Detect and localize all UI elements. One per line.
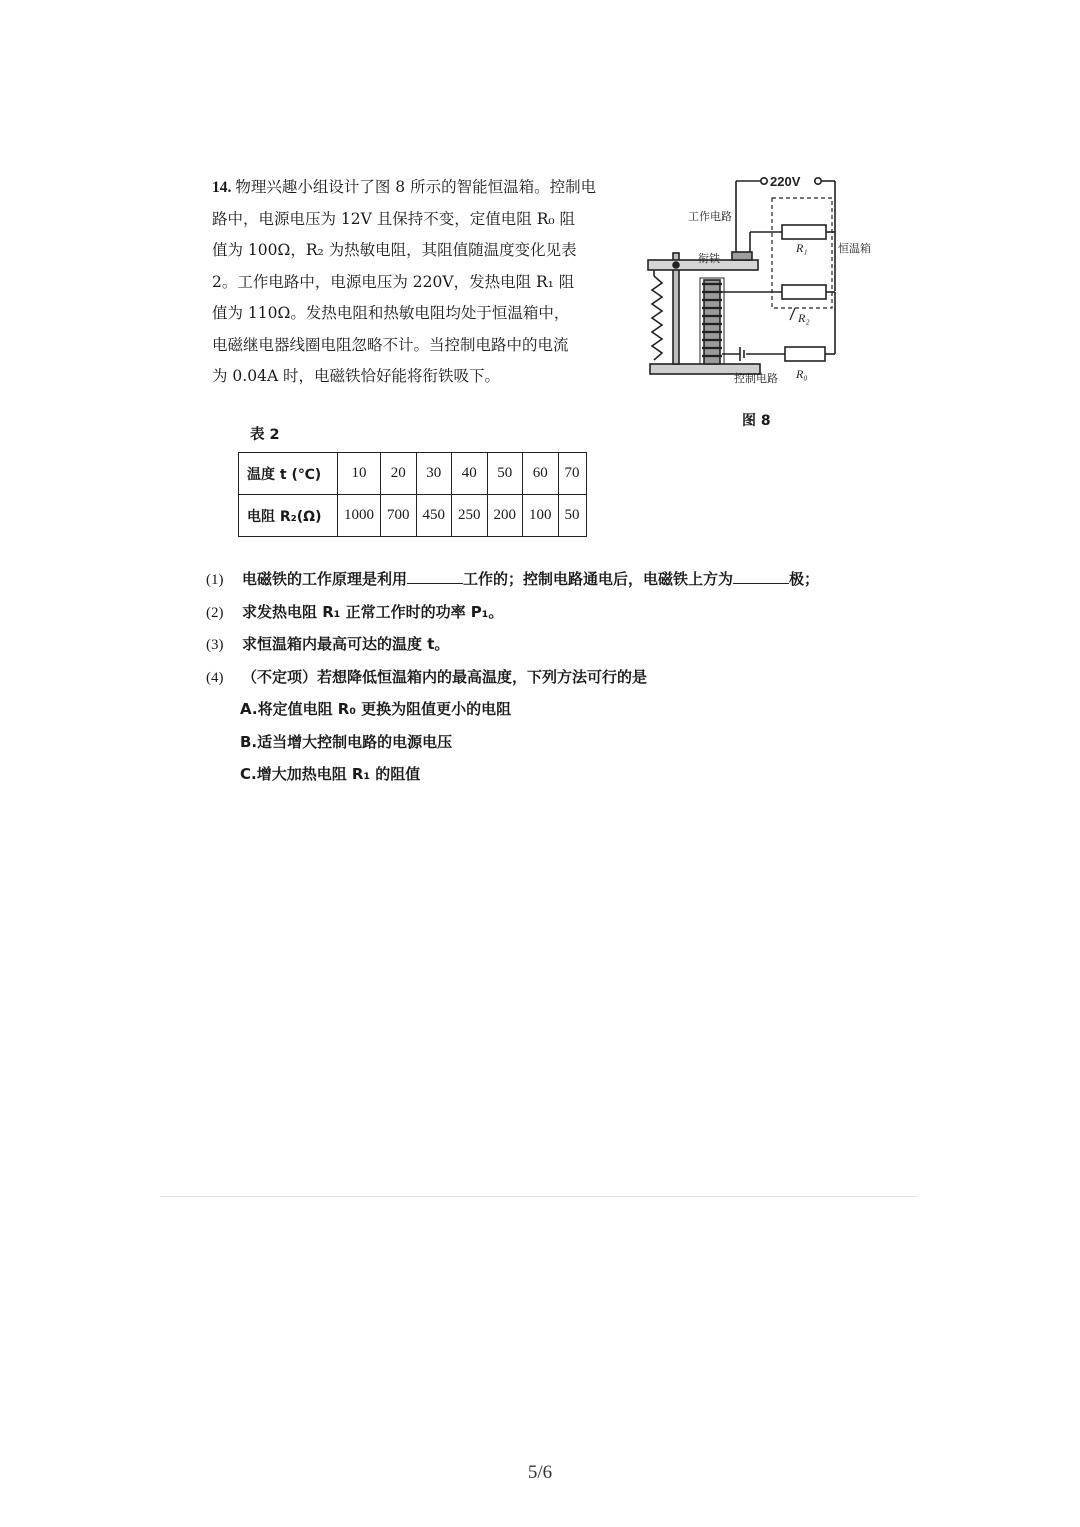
r0-label: R₀ xyxy=(796,367,808,381)
problem-number: 14. xyxy=(212,179,232,196)
option-c: C.增大加热电阻 R₁ 的阻值 xyxy=(240,765,421,783)
answer-blank-2[interactable] xyxy=(733,569,789,584)
r1-label: R₁ xyxy=(796,241,808,255)
table-cell: 250 xyxy=(452,495,488,537)
question-4: (4) （不定项）若想降低恒温箱内的最高温度，下列方法可行的是 xyxy=(206,667,648,686)
circuit-diagram xyxy=(640,168,890,398)
table-cell: 1000 xyxy=(338,495,381,537)
problem-statement xyxy=(212,172,632,393)
problem-line-4: 2。工作电路中，电源电压为 220V，发热电阻 R₁ 阻 xyxy=(212,272,575,291)
table-cell: 30 xyxy=(416,453,452,495)
problem-line-3: 值为 100Ω，R₂ 为热敏电阻，其阻值随温度变化见表 xyxy=(212,241,577,259)
problem-line-6: 电磁继电器线圈电阻忽略不计。当控制电路中的电流 xyxy=(212,335,569,354)
problem-line-1: 14. 物理兴趣小组设计了图 8 所示的智能恒温箱。控制电 xyxy=(212,178,597,196)
table-caption: 表 2 xyxy=(250,427,280,443)
question-list xyxy=(206,563,896,791)
voltage-label: 220V xyxy=(770,174,801,189)
question-1: (1) 电磁铁的工作原理是利用 工作的；控制电路通电后，电磁铁上方为 极； xyxy=(206,570,820,588)
table-cell: 700 xyxy=(381,495,417,537)
table-row xyxy=(239,495,587,537)
table-cell: 450 xyxy=(416,495,452,537)
question-3: (3) 求恒温箱内最高可达的温度 t。 xyxy=(206,635,450,653)
table-header-temperature: 温度 t (℃) xyxy=(239,453,338,495)
temperature-resistance-table xyxy=(238,452,587,537)
page-number: 5/6 xyxy=(527,1462,553,1483)
table-cell: 100 xyxy=(523,495,559,537)
table-cell: 50 xyxy=(558,495,586,537)
work-circuit-label: 工作电路 xyxy=(688,210,732,223)
page-divider xyxy=(160,1196,917,1197)
circuit-diagram-figure xyxy=(640,168,890,438)
table-cell: 40 xyxy=(452,453,488,495)
figure-caption: 图 8 xyxy=(742,413,771,429)
table-row xyxy=(239,453,587,495)
problem-line-2: 路中，电源电压为 12V 且保持不变，定值电阻 R₀ 阻 xyxy=(212,209,576,228)
thermostat-box-label: 恒温箱 xyxy=(838,242,871,255)
problem-line-5: 值为 110Ω。发热电阻和热敏电阻均处于恒温箱中， xyxy=(212,304,570,322)
armature-label: 衔铁 xyxy=(698,252,720,265)
r2-label: R₂ xyxy=(798,311,810,325)
answer-blank-1[interactable] xyxy=(407,569,463,584)
option-b: B.适当增大控制电路的电源电压 xyxy=(240,732,453,751)
table-cell: 10 xyxy=(338,453,381,495)
table-cell: 200 xyxy=(487,495,523,537)
option-a: A.将定值电阻 R₀ 更换为阻值更小的电阻 xyxy=(240,700,512,718)
table-cell: 60 xyxy=(523,453,559,495)
table-cell: 20 xyxy=(381,453,417,495)
table-cell: 50 xyxy=(487,453,523,495)
control-circuit-label: 控制电路 xyxy=(734,372,778,385)
question-2: (2) 求发热电阻 R₁ 正常工作时的功率 P₁。 xyxy=(206,602,504,621)
table-header-resistance: 电阻 R₂(Ω) xyxy=(239,495,338,537)
table-cell: 70 xyxy=(558,453,586,495)
problem-line-7: 为 0.04A 时，电磁铁恰好能将衔铁吸下。 xyxy=(212,367,501,385)
